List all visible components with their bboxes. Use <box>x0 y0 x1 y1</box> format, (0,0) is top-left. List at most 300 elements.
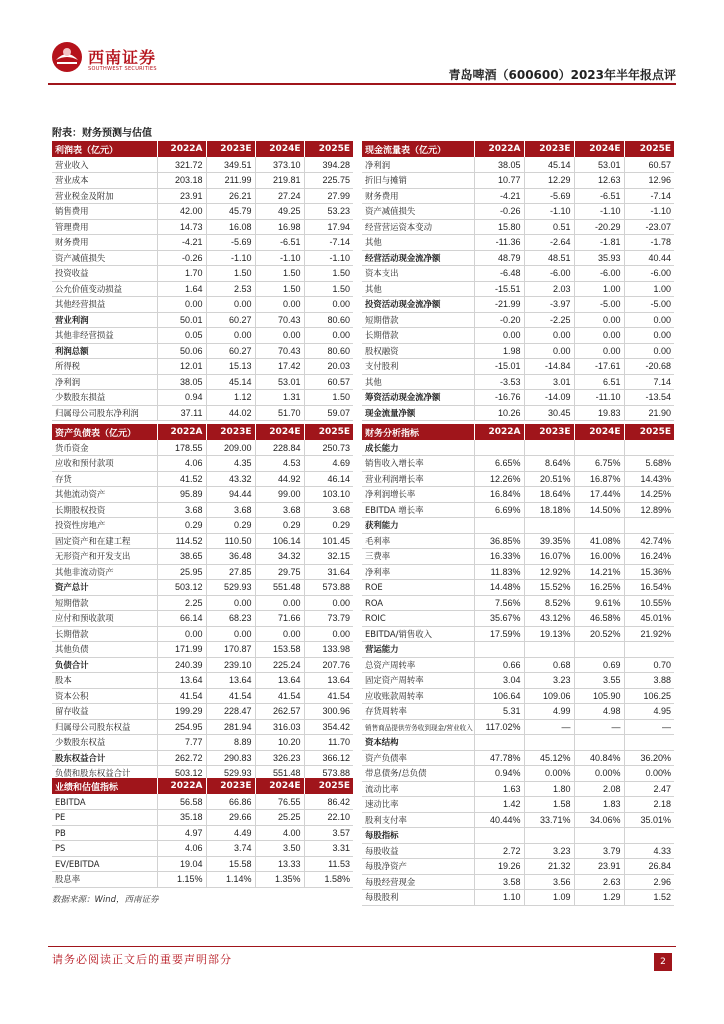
row-label: 股利支付率 <box>362 812 474 828</box>
cell-value: 12.26% <box>474 471 524 487</box>
table-row <box>362 657 674 673</box>
table-row <box>52 794 353 810</box>
row-label: 应付和预收款项 <box>52 611 157 627</box>
cell-value: 38.05 <box>157 374 206 390</box>
page-header <box>48 40 676 85</box>
table-header-row <box>52 778 353 794</box>
cell-value: 0.00 <box>624 312 674 328</box>
table-header-row <box>52 424 353 440</box>
row-label: EBITDA 增长率 <box>362 502 474 518</box>
row-label: 经营活动现金流净额 <box>362 250 474 266</box>
cell-value: 45.14 <box>524 157 574 173</box>
table-row <box>52 735 353 751</box>
cell-value: 40.84% <box>574 750 624 766</box>
table-row <box>52 204 353 220</box>
row-label: 负债和股东权益合计 <box>52 766 157 782</box>
cell-value: 103.10 <box>304 487 353 503</box>
table-row <box>362 781 674 797</box>
row-label: 支付股利 <box>362 359 474 375</box>
table-row <box>362 750 674 766</box>
table-row <box>52 390 353 406</box>
cell-value: 203.18 <box>157 173 206 189</box>
cell-value <box>624 642 674 658</box>
cell-value: 0.00 <box>474 328 524 344</box>
table-row <box>52 188 353 204</box>
cell-value: 0.00 <box>255 595 304 611</box>
cell-value: 366.12 <box>304 750 353 766</box>
cell-value: -0.26 <box>474 204 524 220</box>
row-label: 每股净资产 <box>362 859 474 875</box>
table-row <box>52 657 353 673</box>
cell-value: 29.75 <box>255 564 304 580</box>
cell-value: 3.58 <box>474 874 524 890</box>
cell-value: 3.56 <box>524 874 574 890</box>
cell-value: 60.27 <box>206 343 255 359</box>
table-row <box>52 673 353 689</box>
table-row <box>52 219 353 235</box>
cell-value: -1.10 <box>624 204 674 220</box>
cell-value: 16.07% <box>524 549 574 565</box>
cell-value: 1.98 <box>474 343 524 359</box>
cell-value: 1.31 <box>255 390 304 406</box>
cell-value: 16.87% <box>574 471 624 487</box>
cell-value: 0.00 <box>624 328 674 344</box>
cell-value: 7.14 <box>624 374 674 390</box>
cell-value: 0.00 <box>524 343 574 359</box>
row-label: EBITDA/销售收入 <box>362 626 474 642</box>
row-label: 固定资产和在建工程 <box>52 533 157 549</box>
cell-value: 0.00 <box>255 328 304 344</box>
cell-value: 41.54 <box>157 688 206 704</box>
row-label: 财务费用 <box>52 235 157 251</box>
cell-value: 4.97 <box>157 825 206 841</box>
row-label: 带息债务/总负债 <box>362 766 474 782</box>
table-row <box>362 374 674 390</box>
cell-value: 46.58% <box>574 611 624 627</box>
cell-value: 21.90 <box>624 405 674 421</box>
table-row <box>362 688 674 704</box>
cell-value: 3.68 <box>157 502 206 518</box>
table-row <box>362 405 674 421</box>
cell-value: -11.10 <box>574 390 624 406</box>
row-label: 长期借款 <box>52 626 157 642</box>
cell-value: -2.25 <box>524 312 574 328</box>
table-row <box>52 456 353 472</box>
row-label: 每股经营现金 <box>362 874 474 890</box>
row-label: 净利润增长率 <box>362 487 474 503</box>
cell-value: 95.89 <box>157 487 206 503</box>
report-title: 青岛啤酒（600600）2023年半年报点评 <box>448 68 676 82</box>
row-label: 折旧与摊销 <box>362 173 474 189</box>
row-label: 少数股东损益 <box>52 390 157 406</box>
cell-value: 0.69 <box>574 657 624 673</box>
cell-value: 1.15% <box>157 872 206 888</box>
cell-value: 0.00 <box>574 343 624 359</box>
cell-value: 19.13% <box>524 626 574 642</box>
cell-value: 15.52% <box>524 580 574 596</box>
cell-value: 16.98 <box>255 219 304 235</box>
column-header: 2022A <box>474 141 524 157</box>
row-label: EV/EBITDA <box>52 856 157 872</box>
cell-value: 51.70 <box>255 405 304 421</box>
cell-value: 0.00 <box>206 595 255 611</box>
cell-value: 8.64% <box>524 456 574 472</box>
table-row <box>52 440 353 456</box>
column-header: 2022A <box>474 424 524 440</box>
cell-value: 15.13 <box>206 359 255 375</box>
row-label: 存货周转率 <box>362 704 474 720</box>
cell-value: 70.43 <box>255 343 304 359</box>
row-label: 净利率 <box>362 564 474 580</box>
cell-value <box>524 440 574 456</box>
cell-value: 1.50 <box>255 266 304 282</box>
cell-value: 0.00 <box>304 595 353 611</box>
cell-value: 15.58 <box>206 856 255 872</box>
row-label: 营业税金及附加 <box>52 188 157 204</box>
cell-value: 35.67% <box>474 611 524 627</box>
table-row <box>362 440 674 456</box>
table-row <box>52 157 353 173</box>
table-row <box>362 487 674 503</box>
cell-value: 4.69 <box>304 456 353 472</box>
cell-value: 12.29 <box>524 173 574 189</box>
cell-value: 3.68 <box>206 502 255 518</box>
table-row <box>52 856 353 872</box>
table-row <box>362 642 674 658</box>
cell-value: 225.24 <box>255 657 304 673</box>
table-row <box>52 281 353 297</box>
cell-value: 3.04 <box>474 673 524 689</box>
cell-value: 34.32 <box>255 549 304 565</box>
cell-value: 373.10 <box>255 157 304 173</box>
cell-value <box>524 735 574 751</box>
cell-value: 60.57 <box>624 157 674 173</box>
table-row <box>52 872 353 888</box>
column-header: 2022A <box>157 424 206 440</box>
cell-value: -13.54 <box>624 390 674 406</box>
cell-value: 31.64 <box>304 564 353 580</box>
logo-emblem-icon <box>50 40 84 74</box>
column-header: 2024E <box>574 424 624 440</box>
cell-value: -6.51 <box>574 188 624 204</box>
cell-value: 45.14 <box>206 374 255 390</box>
cell-value: 228.47 <box>206 704 255 720</box>
cell-value: 349.51 <box>206 157 255 173</box>
cell-value: 16.33% <box>474 549 524 565</box>
cell-value: 14.50% <box>574 502 624 518</box>
valuation-metrics-table <box>52 778 353 888</box>
cell-value: 14.73 <box>157 219 206 235</box>
cell-value: 2.08 <box>574 781 624 797</box>
table-header-row <box>52 141 353 157</box>
cell-value: 43.12% <box>524 611 574 627</box>
row-label: 销售商品提供劳务收到现金/营业收入 <box>362 719 474 735</box>
table-row <box>362 219 674 235</box>
cell-value: 9.61% <box>574 595 624 611</box>
cell-value: 0.00 <box>157 626 206 642</box>
row-label: 筹资活动现金流净额 <box>362 390 474 406</box>
row-label: 营业成本 <box>52 173 157 189</box>
row-label: 资产总计 <box>52 580 157 596</box>
cell-value: 0.66 <box>474 657 524 673</box>
cell-value: 1.00 <box>624 281 674 297</box>
cell-value: 41.54 <box>255 688 304 704</box>
table-row <box>362 328 674 344</box>
table-row <box>52 750 353 766</box>
cell-value: 101.45 <box>304 533 353 549</box>
cell-value: 16.00% <box>574 549 624 565</box>
cell-value: 14.25% <box>624 487 674 503</box>
cell-value: 1.09 <box>524 890 574 906</box>
row-label: 应收和预付款项 <box>52 456 157 472</box>
row-label: 其他非经营损益 <box>52 328 157 344</box>
cell-value: 0.29 <box>206 518 255 534</box>
column-header: 2023E <box>206 424 255 440</box>
row-label: 所得税 <box>52 359 157 375</box>
cell-value: 0.70 <box>624 657 674 673</box>
cell-value: 7.77 <box>157 735 206 751</box>
cell-value: 35.93 <box>574 250 624 266</box>
cell-value: 1.50 <box>255 281 304 297</box>
cell-value: 1.10 <box>474 890 524 906</box>
row-label: 其他负债 <box>52 642 157 658</box>
cell-value: 94.44 <box>206 487 255 503</box>
cell-value: 10.77 <box>474 173 524 189</box>
cell-value: 0.29 <box>304 518 353 534</box>
column-header: 2023E <box>206 141 255 157</box>
cell-value: 117.02% <box>474 719 524 735</box>
table-row <box>362 673 674 689</box>
row-label: 资产负债率 <box>362 750 474 766</box>
table-row <box>362 626 674 642</box>
table-row <box>52 580 353 596</box>
cell-value: 1.14% <box>206 872 255 888</box>
cell-value: 46.14 <box>304 471 353 487</box>
cell-value: 1.12 <box>206 390 255 406</box>
cell-value: 27.24 <box>255 188 304 204</box>
cell-value: 70.43 <box>255 312 304 328</box>
row-label: 公允价值变动损益 <box>52 281 157 297</box>
cell-value: 321.72 <box>157 157 206 173</box>
cell-value: 219.81 <box>255 173 304 189</box>
cell-value: 239.10 <box>206 657 255 673</box>
cell-value: 48.79 <box>474 250 524 266</box>
cell-value: 16.24% <box>624 549 674 565</box>
row-label: 管理费用 <box>52 219 157 235</box>
cell-value: 19.83 <box>574 405 624 421</box>
table-header-row <box>362 424 674 440</box>
row-label: 投资性房地产 <box>52 518 157 534</box>
cell-value: -1.81 <box>574 235 624 251</box>
cell-value: 41.54 <box>206 688 255 704</box>
cell-value <box>624 518 674 534</box>
row-label: 短期借款 <box>362 312 474 328</box>
cell-value: 0.29 <box>255 518 304 534</box>
cell-value: 2.53 <box>206 281 255 297</box>
cell-value: 66.86 <box>206 794 255 810</box>
cell-value: 68.23 <box>206 611 255 627</box>
row-label: 每股指标 <box>362 828 474 844</box>
cell-value: 53.01 <box>574 157 624 173</box>
data-source-note: 数据来源：Wind，西南证券 <box>52 895 159 905</box>
cell-value: 12.96 <box>624 173 674 189</box>
cell-value: 2.72 <box>474 843 524 859</box>
row-label: 股东权益合计 <box>52 750 157 766</box>
cell-value: 45.01% <box>624 611 674 627</box>
cell-value: 32.15 <box>304 549 353 565</box>
cell-value: 12.01 <box>157 359 206 375</box>
row-label: EBITDA <box>52 794 157 810</box>
cell-value: 3.79 <box>574 843 624 859</box>
table-row <box>52 250 353 266</box>
table-row <box>52 533 353 549</box>
cell-value: 1.35% <box>255 872 304 888</box>
cell-value: 3.57 <box>304 825 353 841</box>
cell-value: -3.97 <box>524 297 574 313</box>
table-row <box>362 456 674 472</box>
cell-value: 45.12% <box>524 750 574 766</box>
cell-value: 503.12 <box>157 766 206 782</box>
cell-value: 45.79 <box>206 204 255 220</box>
cell-value: -21.99 <box>474 297 524 313</box>
cell-value: 503.12 <box>157 580 206 596</box>
cell-value: 326.23 <box>255 750 304 766</box>
column-header: 2025E <box>304 141 353 157</box>
cell-value: 86.42 <box>304 794 353 810</box>
row-label: 成长能力 <box>362 440 474 456</box>
cell-value: 26.84 <box>624 859 674 875</box>
table-row <box>52 688 353 704</box>
cell-value: -15.51 <box>474 281 524 297</box>
table-row <box>52 825 353 841</box>
table-row <box>362 343 674 359</box>
cell-value: 3.55 <box>574 673 624 689</box>
cell-value <box>624 828 674 844</box>
cell-value: 16.54% <box>624 580 674 596</box>
cell-value: 106.64 <box>474 688 524 704</box>
cell-value <box>574 828 624 844</box>
cell-value: 0.00 <box>624 343 674 359</box>
table-title: 现金流量表（亿元） <box>362 141 474 157</box>
cell-value: 109.06 <box>524 688 574 704</box>
row-label: 营业利润 <box>52 312 157 328</box>
cell-value: 4.99 <box>524 704 574 720</box>
cell-value: 0.00 <box>574 328 624 344</box>
cell-value: 10.20 <box>255 735 304 751</box>
cell-value: 71.66 <box>255 611 304 627</box>
cell-value: -6.00 <box>574 266 624 282</box>
cell-value: -1.10 <box>255 250 304 266</box>
row-label: 总资产周转率 <box>362 657 474 673</box>
cell-value: -15.01 <box>474 359 524 375</box>
cell-value: 207.76 <box>304 657 353 673</box>
cell-value: 199.29 <box>157 704 206 720</box>
cell-value: 14.21% <box>574 564 624 580</box>
cell-value: 240.39 <box>157 657 206 673</box>
table-row <box>52 312 353 328</box>
cell-value: 106.14 <box>255 533 304 549</box>
cell-value: 3.88 <box>624 673 674 689</box>
table-header-row <box>362 141 674 157</box>
row-label: 流动比率 <box>362 781 474 797</box>
cell-value: 41.52 <box>157 471 206 487</box>
cell-value: 2.25 <box>157 595 206 611</box>
cell-value: 4.98 <box>574 704 624 720</box>
column-header: 2022A <box>157 141 206 157</box>
row-label: 财务费用 <box>362 188 474 204</box>
cell-value: 0.94% <box>474 766 524 782</box>
cell-value: 394.28 <box>304 157 353 173</box>
cell-value: 17.59% <box>474 626 524 642</box>
table-row <box>362 157 674 173</box>
table-row <box>362 173 674 189</box>
cell-value: 39.35% <box>524 533 574 549</box>
row-label: 资产减值损失 <box>362 204 474 220</box>
cell-value: 0.68 <box>524 657 574 673</box>
cell-value: 42.74% <box>624 533 674 549</box>
table-row <box>362 235 674 251</box>
cell-value: 0.00 <box>206 297 255 313</box>
cell-value: 354.42 <box>304 719 353 735</box>
income-statement-table <box>52 141 353 421</box>
table-row <box>362 312 674 328</box>
row-label: PB <box>52 825 157 841</box>
table-row <box>362 359 674 375</box>
table-row <box>362 704 674 720</box>
cell-value <box>474 735 524 751</box>
cell-value: -6.48 <box>474 266 524 282</box>
row-label: 销售费用 <box>52 204 157 220</box>
cashflow-statement-table <box>362 141 674 421</box>
table-row <box>52 564 353 580</box>
cell-value: 5.68% <box>624 456 674 472</box>
row-label: 每股收益 <box>362 843 474 859</box>
cell-value: 25.25 <box>255 810 304 826</box>
cell-value: 573.88 <box>304 766 353 782</box>
table-row <box>362 797 674 813</box>
cell-value: 53.01 <box>255 374 304 390</box>
cell-value: 25.95 <box>157 564 206 580</box>
cell-value: 27.85 <box>206 564 255 580</box>
financial-ratios-table <box>362 424 674 906</box>
cell-value: -1.78 <box>624 235 674 251</box>
cell-value: 133.98 <box>304 642 353 658</box>
cell-value: 114.52 <box>157 533 206 549</box>
cell-value: 20.51% <box>524 471 574 487</box>
table-row <box>52 471 353 487</box>
column-header: 2025E <box>624 141 674 157</box>
cell-value <box>574 642 624 658</box>
table-row <box>52 518 353 534</box>
cell-value: 105.90 <box>574 688 624 704</box>
cell-value: 41.54 <box>304 688 353 704</box>
footer-divider <box>48 946 676 947</box>
cell-value: -1.10 <box>574 204 624 220</box>
table-row <box>52 173 353 189</box>
cell-value: 6.69% <box>474 502 524 518</box>
cell-value: -1.10 <box>304 250 353 266</box>
cell-value: 300.96 <box>304 704 353 720</box>
cell-value: 13.64 <box>304 673 353 689</box>
cell-value: -3.53 <box>474 374 524 390</box>
cell-value: 262.57 <box>255 704 304 720</box>
cell-value: 7.56% <box>474 595 524 611</box>
table-row <box>52 810 353 826</box>
cell-value: 211.99 <box>206 173 255 189</box>
cell-value: 27.99 <box>304 188 353 204</box>
row-label: 资本公积 <box>52 688 157 704</box>
cell-value: 0.00 <box>206 328 255 344</box>
